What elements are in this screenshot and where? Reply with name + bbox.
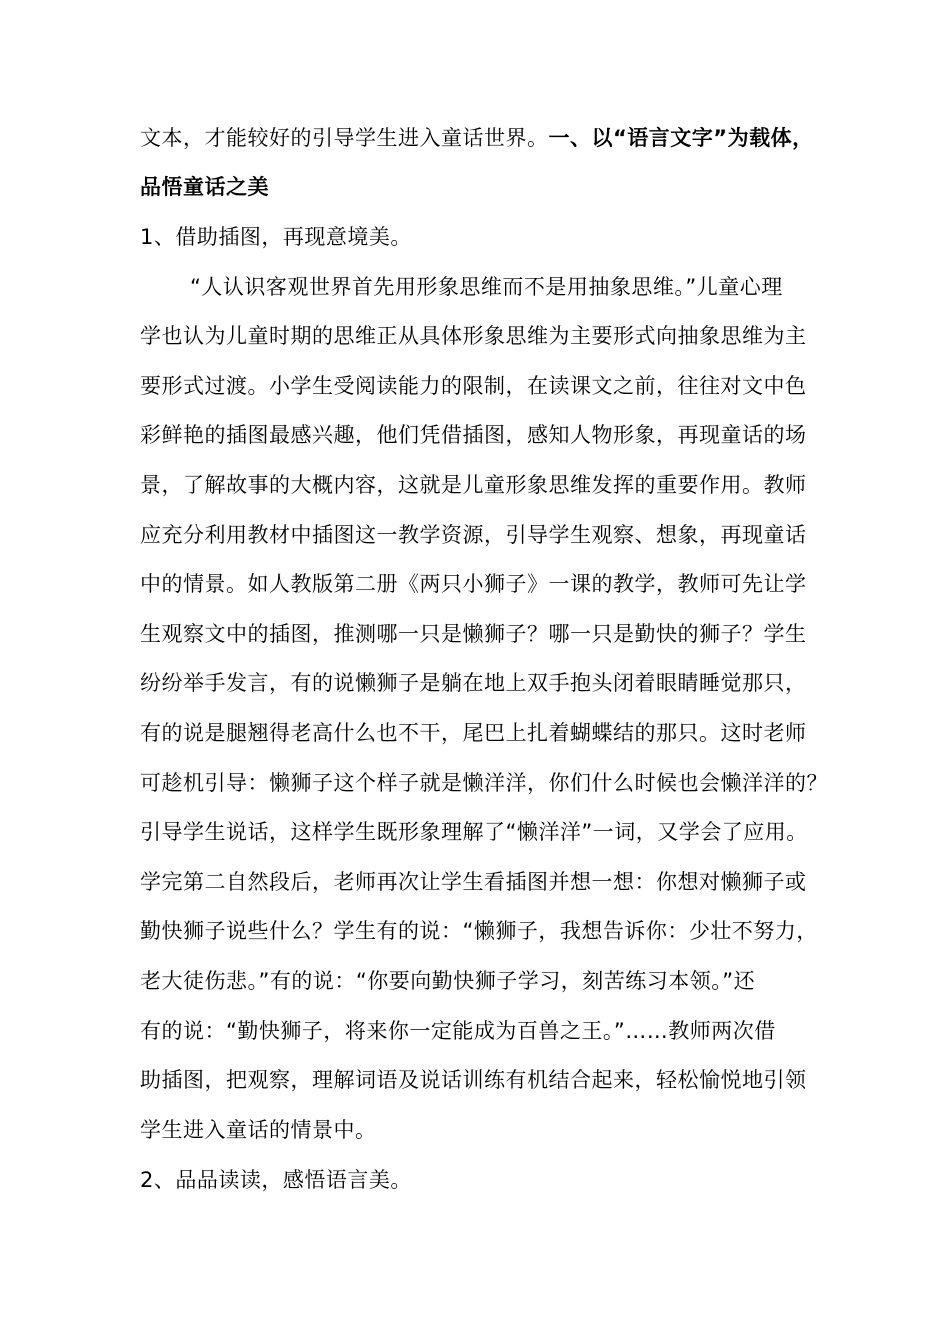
paragraph-line: “人认识客观世界首先用形象思维而不是用抽象思维。”儿童心理 <box>190 275 783 299</box>
paragraph-line: 纷纷举手发言，有的说懒狮子是躺在地上双手抱头闭着眼睛睡觉那只， <box>140 671 807 695</box>
paragraph-line: 中的情景。如人教版第二册《两只小狮子》一课的教学，教师可先让学 <box>140 572 807 596</box>
paragraph-line: 景，了解故事的大概内容，这就是儿童形象思维发挥的重要作用。教师 <box>140 473 807 497</box>
paragraph-line: 应充分利用教材中插图这一教学资源，引导学生观察、想象，再现童话 <box>140 523 807 547</box>
section-heading-part-1: 一、以“语言文字”为载体， <box>548 126 814 150</box>
paragraph-line: 引导学生说话，这样学生既形象理解了“懒洋洋”一词，又学会了应用。 <box>140 820 808 844</box>
paragraph-line: 有的说：“勤快狮子，将来你一定能成为百兽之王。”……教师两次借 <box>140 1019 776 1043</box>
paragraph-line: 有的说是腿翘得老高什么也不干，尾巴上扎着蝴蝶结的那只。这时老师 <box>140 721 807 745</box>
paragraph-line: 彩鲜艳的插图最感兴趣，他们凭借插图，感知人物形象，再现童话的场 <box>140 423 807 447</box>
paragraph-line: 要形式过渡。小学生受阅读能力的限制，在读课文之前，往往对文中色 <box>140 374 807 398</box>
paragraph-line: 老大徒伤悲。”有的说：“你要向勤快狮子学习，刻苦练习本领。”还 <box>140 969 756 993</box>
body-text: 文本，才能较好的引导学生进入童话世界。 <box>140 126 549 150</box>
paragraph-line: 勤快狮子说些什么？学生有的说：“懒狮子，我想告诉你：少壮不努力， <box>140 919 818 943</box>
subheading-illustration: 1、借助插图，再现意境美。 <box>140 225 412 249</box>
paragraph-line: 学完第二自然段后，老师再次让学生看插图并想一想：你想对懒狮子或 <box>140 870 807 894</box>
section-heading-part-2: 品悟童话之美 <box>140 175 269 199</box>
paragraph-line: 助插图，把观察，理解词语及说话训练有机结合起来，轻松愉悦地引领 <box>140 1068 807 1092</box>
subheading-read-aloud: 2、品品读读，感悟语言美。 <box>140 1168 412 1192</box>
text-line <box>140 123 814 153</box>
paragraph-line: 可趁机引导：懒狮子这个样子就是懒洋洋，你们什么时候也会懒洋洋的？ <box>140 771 828 795</box>
paragraph-line: 生观察文中的插图，推测哪一只是懒狮子？哪一只是勤快的狮子？学生 <box>140 622 807 646</box>
paragraph-line: 学也认为儿童时期的思维正从具体形象思维为主要形式向抽象思维为主 <box>140 324 807 348</box>
paragraph-line: 学生进入童话的情景中。 <box>140 1118 377 1142</box>
